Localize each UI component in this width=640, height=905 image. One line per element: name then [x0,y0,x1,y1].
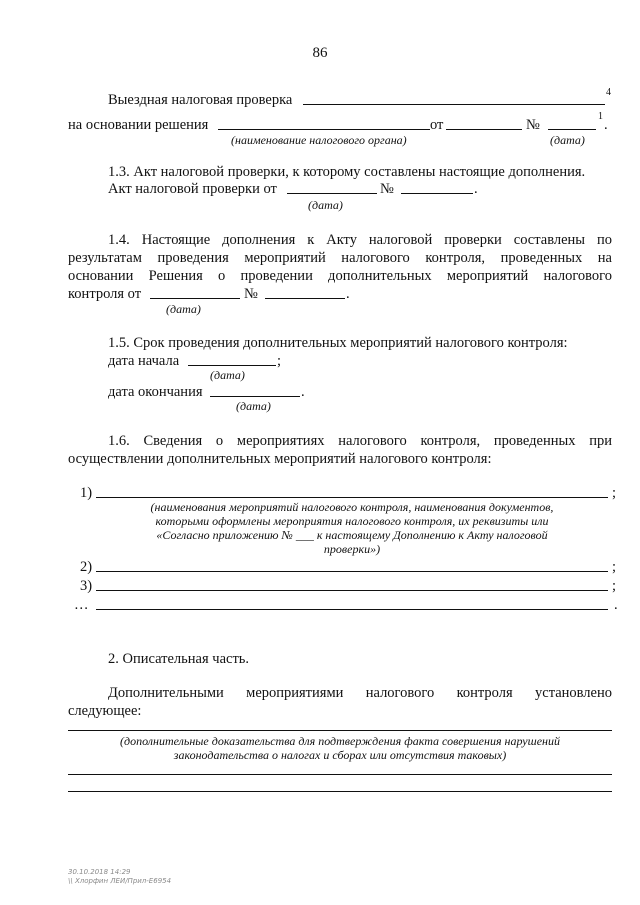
start-date-label: дата начала [108,353,180,369]
number-sign: № [380,181,394,197]
section-1-4-line2: результатам проведения мероприятий налогового контроля, проведенных на [68,250,612,266]
tax-authority-field-line[interactable] [218,129,430,130]
section-2-line2: следующее: [68,703,142,719]
act-number-field-line[interactable] [401,193,473,194]
section-1-6-line2: осуществлении дополнительных мероприятий налогового контроля: [68,451,492,467]
footer-file-path: \\ Хлорфин ЛЕИ/Прил-Е6954 [68,877,172,885]
events-caption-line4: проверки») [323,542,381,556]
section-1-5-text: 1.5. Срок проведения дополнительных мероприятий налогового контроля: [108,335,568,351]
item-2-field-line[interactable] [96,571,608,572]
section-1-4-line3: основании Решения о проведении дополнительных мероприятий налогового [68,268,612,284]
item-2-semicolon: ; [612,559,617,575]
period: . [301,384,305,400]
item-3-number: 3) [80,578,93,594]
more-items-period: . [614,597,618,613]
act-date-label: Акт налоговой проверки от [108,181,277,197]
start-date-caption: (дата) [210,368,245,382]
item-3-semicolon: ; [612,578,617,594]
header-period: . [604,117,608,133]
end-date-label: дата окончания [108,384,203,400]
findings-field-line-2[interactable] [68,774,612,775]
more-items-ellipsis: … [74,597,89,613]
period: . [474,181,478,197]
section-2-line1: Дополнительными мероприятиями налогового контроля установлено [108,685,612,701]
number-sign: № [244,286,258,302]
item-1-semicolon: ; [612,485,617,501]
item-1-field-line[interactable] [96,497,608,498]
footnote-mark-1: 1 [598,111,603,122]
control-date-caption: (дата) [166,302,201,316]
item-2-number: 2) [80,559,93,575]
end-date-caption: (дата) [236,399,271,413]
findings-field-line-1[interactable] [68,730,612,731]
tax-authority-caption: (наименование налогового органа) [231,133,407,147]
act-date-field-line[interactable] [287,193,377,194]
decision-date-field-line[interactable] [446,129,522,130]
footnote-mark-4: 4 [606,87,611,98]
end-date-field-line[interactable] [210,396,300,397]
more-items-field-line[interactable] [96,609,608,610]
events-caption-line3: «Согласно приложению № ___ к настоящему Дополнению к Акту налоговой [156,528,548,542]
item-3-field-line[interactable] [96,590,608,591]
section-2-title: 2. Описательная часть. [108,651,250,667]
item-1-number: 1) [80,485,93,501]
decision-date-caption: (дата) [550,133,585,147]
decision-number-field-line[interactable] [548,129,596,130]
section-1-6-line1: 1.6. Сведения о мероприятиях налогового контроля, проведенных при [108,433,612,449]
findings-field-line-3[interactable] [68,791,612,792]
events-caption-line2: которыми оформлены мероприятия налогового контроля, их реквизиты или [155,514,549,528]
control-date-label: контроля от [68,286,142,302]
footer-timestamp: 30.10.2018 14:29 [68,868,131,876]
period: . [346,286,350,302]
from-label: от [430,117,444,133]
decision-label: на основании решения [68,117,209,133]
control-number-field-line[interactable] [265,298,345,299]
events-caption-line1: (наименования мероприятий налогового контроля, наименования документов, [150,500,554,514]
section-1-4-line1: 1.4. Настоящие дополнения к Акту налоговой проверки составлены по [108,232,612,248]
semicolon: ; [277,353,282,369]
control-date-field-line[interactable] [150,298,240,299]
audit-type-label: Выездная налоговая проверка [108,92,293,108]
findings-caption-line2: законодательства о налогах и сборах или отсутствия таковых) [173,748,507,762]
page-number: 86 [312,45,328,61]
act-date-caption: (дата) [308,198,343,212]
audit-type-field-line[interactable] [303,104,605,105]
number-sign: № [526,117,540,133]
findings-caption-line1: (дополнительные доказательства для подтверждения факта совершения нарушений [120,734,560,748]
start-date-field-line[interactable] [188,365,276,366]
section-1-3-text: 1.3. Акт налоговой проверки, к которому составлены настоящие дополнения. [108,164,586,180]
